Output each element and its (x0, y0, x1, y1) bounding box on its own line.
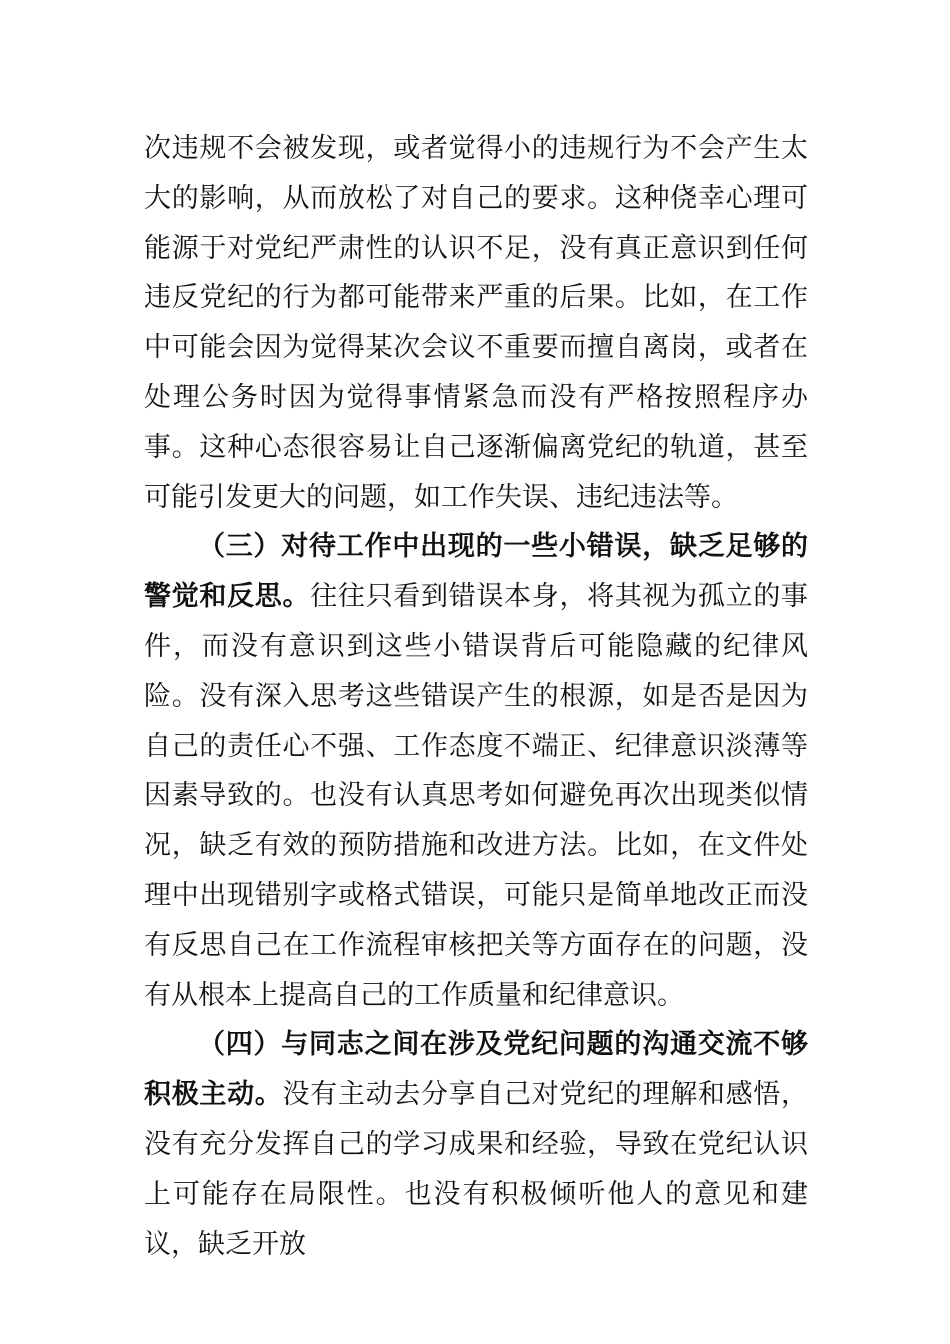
paragraph-2 (144, 522, 808, 1020)
paragraph-3 (144, 1020, 808, 1269)
paragraph-1 (144, 124, 808, 522)
paragraph-3-heading: （四）与同志之间在涉及党纪问题的沟通交流不够积极主动。 (144, 1029, 808, 1111)
paragraph-2-text: 往往只看到错误本身，将其视为孤立的事件，而没有意识到这些小错误背后可能隐藏的纪律风险。没有深入思考这些错误产生的根源，如是否是因为自己的责任心不强、工作态度不端正、纪律意识淡薄等因素导致的。也没有认真思考如何避免再次出现类似情况，缺乏有效的预防措施和改进方法。比如，在文件处理中出现错别字或格式错误，可能只是简单地改正而没有反思自己在工作流程审核把关等方面存在的问题，没有从根本上提高自己的工作质量和纪律意识。 (144, 581, 809, 1011)
paragraph-1-text: 次违规不会被发现，或者觉得小的违规行为不会产生太大的影响，从而放松了对自己的要求。这种侥幸心理可能源于对党纪严肃性的认识不足，没有真正意识到任何违反党纪的行为都可能带来严重的后果。比如，在工作中可能会因为觉得某次会议不重要而擅自离岗，或者在处理公务时因为觉得事情紧急而没有严格按照程序办事。这种心态很容易让自己逐渐偏离党纪的轨道，甚至可能引发更大的问题，如工作失误、违纪违法等。 (144, 133, 808, 513)
paragraph-2-heading: （三）对待工作中出现的一些小错误，缺乏足够的警觉和反思。 (144, 531, 808, 613)
paragraph-3-text: 没有主动去分享自己对党纪的理解和感悟，没有充分发挥自己的学习成果和经验，导致在党纪认识上可能存在局限性。也没有积极倾听他人的意见和建议，缺乏开放 (144, 1079, 809, 1260)
document-body (144, 124, 808, 1269)
